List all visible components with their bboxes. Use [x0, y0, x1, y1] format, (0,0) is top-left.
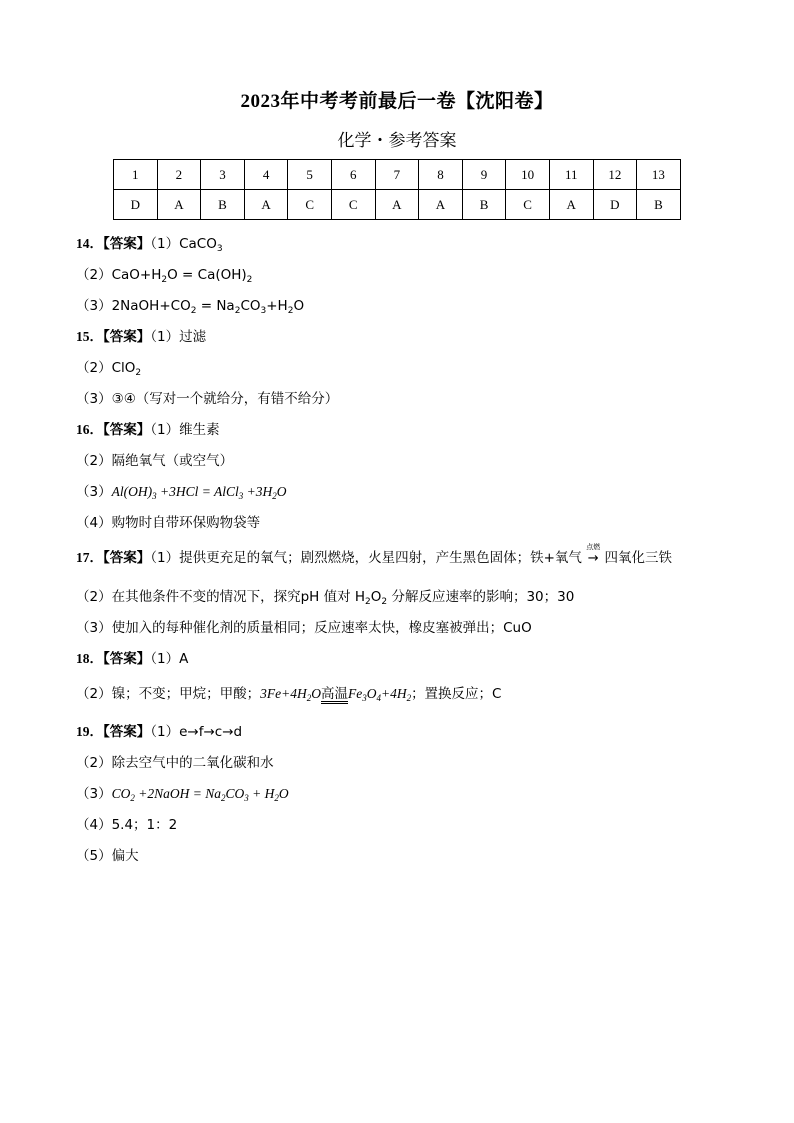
q17-part3: [76, 616, 532, 636]
q19-part1: [76, 720, 242, 740]
answer-text: （1）提供更充足的氧气；剧烈燃烧，火星四射，产生黑色固体；铁+氧气: [150, 550, 587, 566]
table-cell-answer: B: [201, 190, 245, 220]
page-title: 2023年中考考前最后一卷【沈阳卷】: [240, 91, 554, 112]
answer-text: O = Ca(OH): [167, 267, 247, 283]
q19-part2: [76, 751, 274, 771]
answer-text: （2）ClO: [76, 360, 136, 376]
table-cell-number: 13: [637, 160, 681, 190]
answer-text: （2）除去空气中的二氧化碳和水: [76, 755, 274, 771]
answer-tag: 【答案】: [103, 329, 151, 345]
answer-text: 分解反应速率的影响；30；30: [387, 589, 575, 605]
equation-text: Fe: [347, 686, 363, 701]
equation-text: CO: [111, 786, 131, 801]
table-cell-number: 5: [288, 160, 332, 190]
question-number: 19．: [76, 724, 103, 739]
subscript: 2: [272, 491, 277, 501]
answer-tag: 【答案】: [103, 550, 151, 566]
equation-text: Al(OH): [111, 484, 153, 499]
answer-text: （3）③④（写对一个就给分，有错不给分）: [76, 391, 339, 407]
answer-text: （2）在其他条件不变的情况下，探究pH 值对 H: [76, 589, 366, 605]
reaction-condition: 高温: [321, 686, 348, 704]
subscript: 3: [152, 491, 157, 501]
equation: [112, 484, 287, 499]
question-number: 15．: [76, 329, 103, 344]
equation-text: +3H: [243, 484, 273, 499]
equation-text: O: [366, 686, 377, 701]
answer-text: （1）e→f→c→d: [150, 724, 243, 740]
table-cell-number: 7: [375, 160, 419, 190]
table-cell-answer: C: [288, 190, 332, 220]
question-number: 14．: [76, 236, 103, 251]
answer-text: = Na: [196, 298, 235, 314]
q14-part1: [76, 232, 223, 254]
equation-text: CO: [225, 786, 245, 801]
reaction-condition: 点燃: [586, 543, 601, 551]
subscript: 3: [238, 491, 244, 501]
q14-part2: [76, 263, 252, 285]
answer-tag: 【答案】: [103, 651, 151, 667]
subscript: 2: [381, 597, 388, 607]
table-cell-number: 4: [244, 160, 288, 190]
answer-text: （3）2NaOH+CO: [76, 298, 191, 314]
answer-text: 四氧化三铁: [600, 550, 672, 566]
table-cell-answer: A: [157, 190, 201, 220]
table-cell-number: 12: [593, 160, 637, 190]
table-cell-number: 1: [114, 160, 158, 190]
answer-table-number-row: [114, 160, 681, 190]
subscript: 2: [287, 306, 294, 316]
answer-table: [113, 159, 681, 220]
equation: [112, 786, 289, 801]
table-cell-number: 3: [201, 160, 245, 190]
subscript: 3: [216, 244, 223, 254]
answer-text: CO: [240, 298, 261, 314]
answer-text: （2）隔绝氧气（或空气）: [76, 453, 234, 469]
equation-text: + H: [248, 786, 275, 801]
q17-part1: [76, 543, 672, 566]
answer-text: （1）过滤: [150, 329, 207, 345]
q18-part1: [76, 647, 188, 667]
question-number: 17．: [76, 550, 103, 565]
equation-text: O: [311, 686, 321, 701]
table-cell-answer: A: [419, 190, 463, 220]
answer-tag: 【答案】: [103, 422, 151, 438]
q16-part1: [76, 418, 220, 438]
answer-tag: 【答案】: [103, 724, 151, 740]
table-cell-number: 2: [157, 160, 201, 190]
equation-text: +4H: [380, 686, 407, 701]
subscript: 2: [246, 275, 253, 285]
q16-part4: [76, 511, 260, 531]
q15-part3: [76, 387, 338, 407]
q18-part2: [76, 682, 502, 703]
subscript: 3: [244, 793, 249, 803]
subscript: 2: [365, 597, 371, 607]
subscript: 2: [306, 693, 312, 703]
table-cell-number: 10: [506, 160, 550, 190]
subscript: 2: [130, 793, 135, 803]
answer-text: ；置换反应；C: [411, 686, 502, 702]
q15-part1: [76, 325, 206, 345]
answer-text: （3）: [76, 484, 112, 500]
question-number: 16．: [76, 422, 103, 437]
answer-table-answer-row: [114, 190, 681, 220]
answer-text: （2）镍；不变；甲烷；甲酸；: [76, 686, 261, 702]
answer-text: （1）维生素: [150, 422, 220, 438]
arrow-icon: →: [587, 551, 599, 566]
table-cell-answer: D: [114, 190, 158, 220]
subscript: 2: [274, 793, 279, 803]
answer-text: （2）CaO+H: [76, 267, 162, 283]
equation-text: 3Fe+4H: [260, 686, 307, 701]
answer-text: O: [293, 298, 305, 314]
answer-tag: 【答案】: [103, 236, 151, 252]
answer-text: O: [370, 589, 382, 605]
equation-text: O: [278, 786, 289, 801]
page-subtitle: 化学・参考答案: [337, 131, 457, 151]
subscript: 2: [220, 793, 226, 803]
subscript: 2: [190, 306, 197, 316]
table-cell-answer: A: [375, 190, 419, 220]
table-cell-answer: D: [593, 190, 637, 220]
q17-part2: [76, 585, 574, 607]
table-cell-number: 6: [331, 160, 375, 190]
table-cell-answer: C: [506, 190, 550, 220]
subscript: 2: [406, 693, 412, 703]
table-cell-answer: B: [462, 190, 506, 220]
table-cell-number: 8: [419, 160, 463, 190]
answer-text: （4）购物时自带环保购物袋等: [76, 515, 261, 531]
subscript: 2: [161, 275, 168, 285]
q19-part5: [76, 844, 139, 864]
table-cell-answer: A: [549, 190, 593, 220]
equation-text: O: [276, 484, 287, 499]
table-cell-number: 11: [549, 160, 593, 190]
reaction-arrow: [586, 543, 601, 566]
q16-part2: [76, 449, 233, 469]
subscript: 3: [362, 693, 367, 703]
equation-text: +2NaOH = Na: [134, 786, 221, 801]
table-cell-answer: C: [331, 190, 375, 220]
q19-part4: [76, 813, 177, 833]
question-number: 18．: [76, 651, 103, 666]
table-cell-answer: B: [637, 190, 681, 220]
answer-text: （5）偏大: [76, 848, 139, 864]
answer-text: （3）使加入的每种催化剂的质量相同；反应速率太快，橡皮塞被弹出；CuO: [76, 620, 532, 636]
answer-text: （1）CaCO: [150, 236, 217, 252]
q19-part3: [76, 782, 289, 803]
q14-part3: [76, 294, 304, 316]
q15-part2: [76, 356, 141, 378]
subscript: 2: [234, 306, 241, 316]
answer-text: +H: [266, 298, 288, 314]
answer-text: （4）5.4；1：2: [76, 817, 178, 833]
equation: [260, 686, 411, 701]
equation-text: +3HCl = AlCl: [156, 484, 239, 499]
subscript: 4: [376, 693, 381, 703]
q16-part3: [76, 480, 286, 501]
table-cell-answer: A: [244, 190, 288, 220]
table-cell-number: 9: [462, 160, 506, 190]
subscript: 3: [260, 306, 267, 316]
subscript: 2: [135, 368, 142, 378]
answer-text: （1）A: [150, 651, 189, 667]
answer-text: （3）: [76, 786, 112, 802]
